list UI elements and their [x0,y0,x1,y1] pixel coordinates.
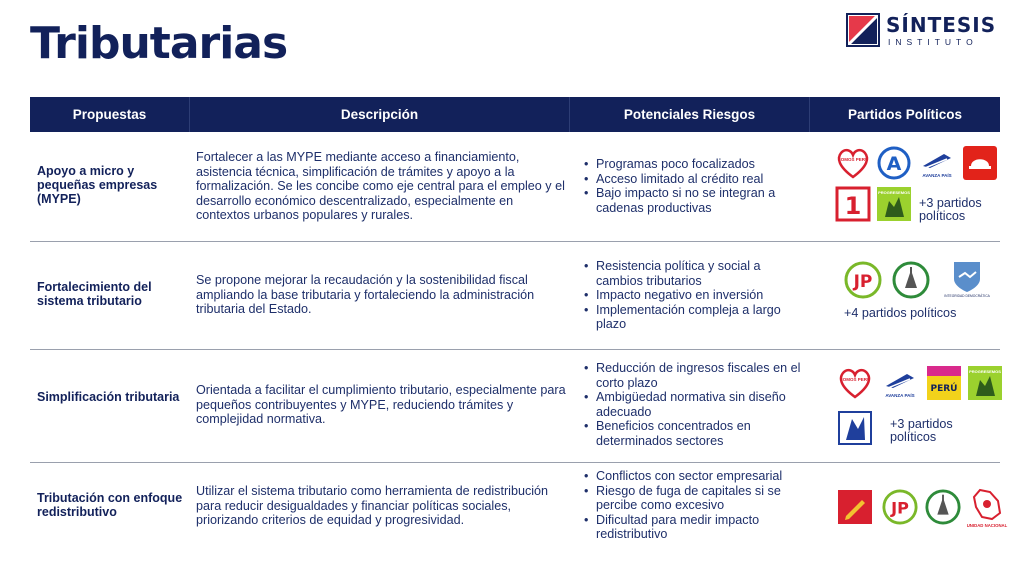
proposal-description: Fortalecer a las MYPE mediante acceso a financiamiento, asistencia técnica, simplificación de trámites y apoyo a la formalización. Se les concibe como eje central para el empleo y el desarrollo económico descentralizado, especialmente en contextos urbanos populares y rurales. [196,150,565,222]
partido-morado-logo-icon [838,411,872,445]
fuerza-popular-logo-icon [963,146,997,180]
risk-item: • Bajo impacto si no se integran a cadenas productivas [584,186,809,215]
risk-item: • Beneficios concentrados en determinados sectores [584,419,809,448]
frente-amplio-logo-icon [925,489,961,525]
logo-text: 1 [844,192,862,220]
page-title: Tributarias [30,18,288,69]
risk-item: • Programas poco focalizados [584,157,809,172]
logo-text: UNIDAD NACIONAL [966,523,1008,528]
risk-list [584,259,809,332]
logo-text: JP [891,498,909,518]
header-riesgos: Potenciales Riesgos [570,97,810,132]
partido-uno-logo-icon [836,187,870,221]
brand-logo [846,13,1006,49]
proposal-name: Simplificación tributaria [37,390,180,404]
frente-amplio-logo-icon [892,261,930,299]
somos-peru-logo-icon [838,366,872,400]
table-row [30,242,1000,350]
somos-peru-logo-icon [836,146,870,180]
integridad-democratica-logo-icon [944,259,990,299]
risk-item: • Reducción de ingresos fiscales en el corto plazo [584,361,809,390]
logo-text: AVANZA PAÍS [885,393,915,398]
header-propuestas: Propuestas [30,97,190,132]
proposal-name: Fortalecimiento del sistema tributario [37,280,152,308]
risk-list [584,361,809,448]
risk-item: • Conflictos con sector empresarial [584,469,809,484]
proposal-name: Apoyo a micro y pequeñas empresas (MYPE) [37,164,158,206]
logo-text: A [886,153,902,175]
logo-text: PROGRESEMOS [878,190,910,195]
logo-text: AVANZA PAÍS [922,173,952,178]
table-row [30,350,1000,463]
risk-item: • Implementación compleja a largo plazo [584,303,809,332]
risk-item: • Impacto negativo en inversión [584,288,809,303]
accion-popular-logo-icon [877,146,911,180]
brand-name: SÍNTESIS [886,13,997,37]
risk-list [584,157,809,215]
avanza-pais-logo-icon [883,366,917,400]
risk-list [584,469,809,542]
progresemos-logo-icon [877,187,911,221]
logo-text: JP [853,272,873,292]
proposal-description: Orientada a facilitar el cumplimiento tributario, especialmente para pequeños contribuyentes y MYPE, reduciendo trámites y complejidad normativa. [196,383,566,426]
pencil-party-logo-icon [838,490,872,524]
risk-item: • Riesgo de fuga de capitales si se percibe como excesivo [584,484,809,513]
risk-item: • Acceso limitado al crédito real [584,172,809,187]
more-parties: +4 partidos políticos [844,306,957,320]
proposal-description: Se propone mejorar la recaudación y la sostenibilidad fiscal ampliando la base tributaria y fortaleciendo la administración tributaria del Estado. [196,273,535,316]
logo-text: SOMOS PERÚ [839,377,871,382]
header-descripcion: Descripción [190,97,570,132]
risk-item: • Resistencia política y social a cambios tributarios [584,259,809,288]
logo-text: PERÚ [930,384,958,394]
peru-libre-logo-icon [927,366,961,400]
brand-subtitle: INSTITUTO [888,37,978,47]
avanza-pais-logo-icon [920,146,954,180]
logo-text: INTEGRIDAD DEMOCRÁTICA [944,294,990,298]
proposal-description: Utilizar el sistema tributario como herramienta de redistribución para reducir desigualdades y financiar políticas sociales, priorizando criterios de equidad y progresividad. [196,484,549,527]
table-row [30,463,1008,578]
more-parties: +3 partidos políticos [890,417,953,444]
juntos-peru-logo-icon [882,489,918,525]
proposal-name: Tributación con enfoque redistributivo [37,491,183,519]
juntos-peru-logo-icon [844,261,882,299]
logo-text: PROGRESEMOS [969,369,1001,374]
unidad-nacional-logo-icon [968,487,1006,529]
logo-text: SOMOS PERÚ [837,157,869,162]
risk-item: • Dificultad para medir impacto redistributivo [584,513,809,542]
sintesis-logo-icon [846,13,880,47]
table-header [30,97,1000,132]
progresemos-logo-icon [968,366,1002,400]
risk-item: • Ambigüedad normativa sin diseño adecuado [584,390,809,419]
table-row [30,132,1000,242]
header-partidos: Partidos Políticos [847,107,963,122]
more-parties: +3 partidos políticos [919,196,982,223]
